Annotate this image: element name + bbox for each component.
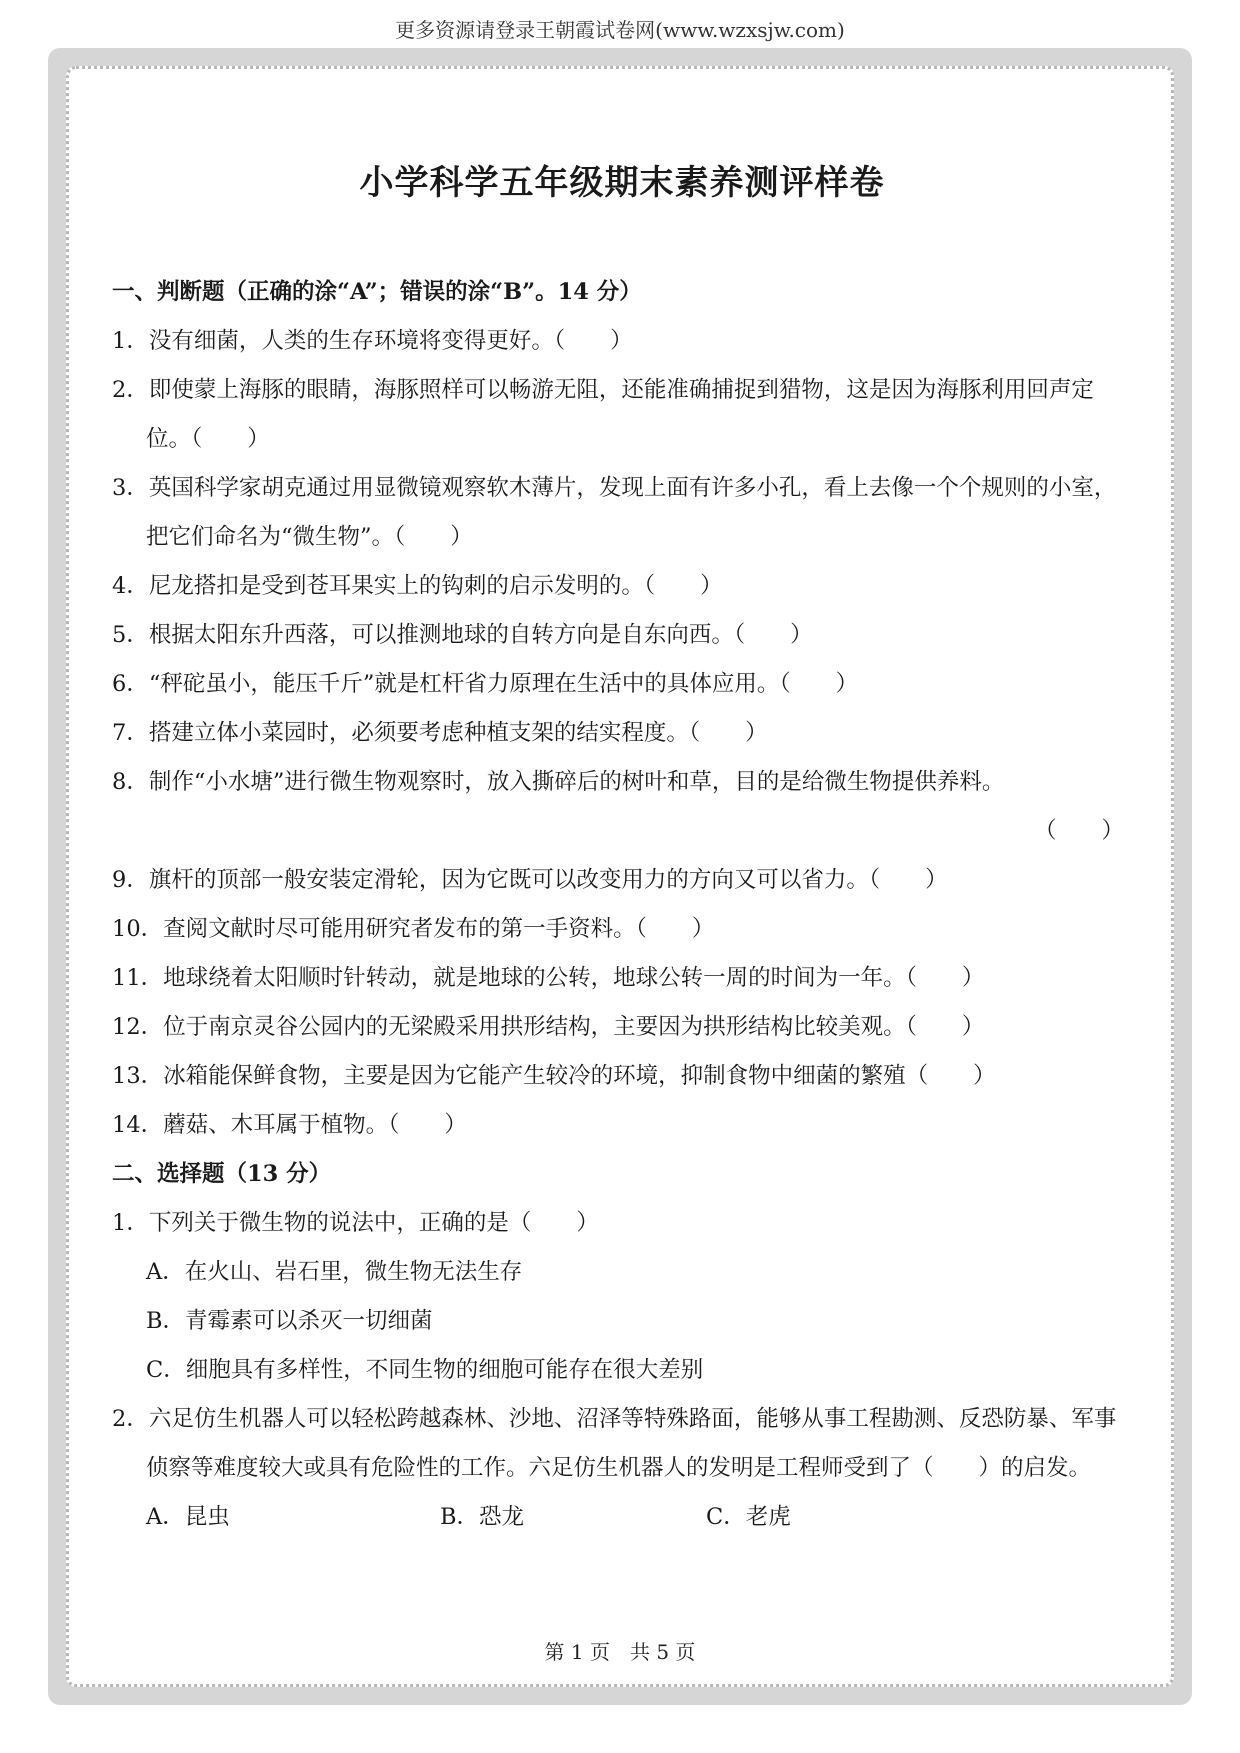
site-header-note: 更多资源请登录王朝霞试卷网(www.wzxsjw.com) [395, 18, 845, 42]
choice-question-2: 2．六足仿生机器人可以轻松跨越森林、沙地、沼泽等特殊路面，能够从事工程勘测、反恐防暴、军事侦察等难度较大或具有危险性的工作。六足仿生机器人的发明是工程师受到了（ ）的启发。 [112, 1406, 1117, 1481]
judge-question-5: 5．根据太阳东升西落，可以推测地球的自转方向是自东向西。（ ） [112, 622, 813, 648]
judge-question-1: 1．没有细菌，人类的生存环境将变得更好。（ ） [112, 328, 633, 354]
exam-title: 小学科学五年级期末素养测评样卷 [359, 163, 885, 203]
judge-question-9: 9．旗杆的顶部一般安装定滑轮，因为它既可以改变用力的方向又可以省力。（ ） [112, 867, 948, 893]
choice-question-2-options [112, 1493, 1132, 1542]
judge-question-10: 10．查阅文献时尽可能用研究者发布的第一手资料。（ ） [112, 916, 715, 942]
judge-question-2: 2．即使蒙上海豚的眼睛，海豚照样可以畅游无阻，还能准确捕捉到猎物，这是因为海豚利用回声定位。（ ） [112, 377, 1094, 452]
judge-question-7: 7．搭建立体小菜园时，必须要考虑种植支架的结实程度。（ ） [112, 720, 768, 746]
choice-question-2-option-c: C．老虎 [706, 1504, 791, 1530]
judge-question-13: 13．冰箱能保鲜食物，主要是因为它能产生较冷的环境，抑制食物中细菌的繁殖（ ） [112, 1063, 996, 1089]
judge-question-11: 11．地球绕着太阳顺时针转动，就是地球的公转，地球公转一周的时间为一年。（ ） [112, 965, 985, 991]
choice-question-1: 1．下列关于微生物的说法中，正确的是（ ） [112, 1210, 599, 1236]
judge-question-12: 12．位于南京灵谷公园内的无梁殿采用拱形结构，主要因为拱形结构比较美观。（ ） [112, 1014, 985, 1040]
exam-content [112, 150, 1132, 1542]
choice-question-2-option-b: B．恐龙 [440, 1504, 525, 1530]
judge-question-8: 8．制作“小水塘”进行微生物观察时，放入撕碎后的树叶和草，目的是给微生物提供养料。 [112, 769, 1005, 795]
page-number-footer: 第 1 页 共 5 页 [544, 1640, 696, 1664]
judge-question-14: 14．蘑菇、木耳属于植物。（ ） [112, 1112, 467, 1138]
judge-question-4: 4．尼龙搭扣是受到苍耳果实上的钩刺的启示发明的。（ ） [112, 573, 723, 599]
choice-question-1-option-b: B．青霉素可以杀灭一切细菌 [146, 1308, 433, 1334]
choice-question-1-option-a: A．在火山、岩石里，微生物无法生存 [146, 1259, 523, 1285]
section-2-heading: 二、选择题（13 分） [112, 1161, 332, 1187]
choice-question-1-option-c: C．细胞具有多样性，不同生物的细胞可能存在很大差别 [146, 1357, 704, 1383]
choice-question-2-option-a: A．昆虫 [146, 1504, 230, 1530]
section-1-heading: 一、判断题（正确的涂“A”；错误的涂“B”。14 分） [112, 279, 642, 305]
judge-question-8-answer-paren: （ ） [1033, 818, 1124, 844]
judge-question-3: 3．英国科学家胡克通过用显微镜观察软木薄片，发现上面有许多小孔，看上去像一个个规则的小室，把它们命名为“微生物”。（ ） [112, 475, 1117, 550]
judge-question-6: 6．“秤砣虽小，能压千斤”就是杠杆省力原理在生活中的具体应用。（ ） [112, 671, 859, 697]
